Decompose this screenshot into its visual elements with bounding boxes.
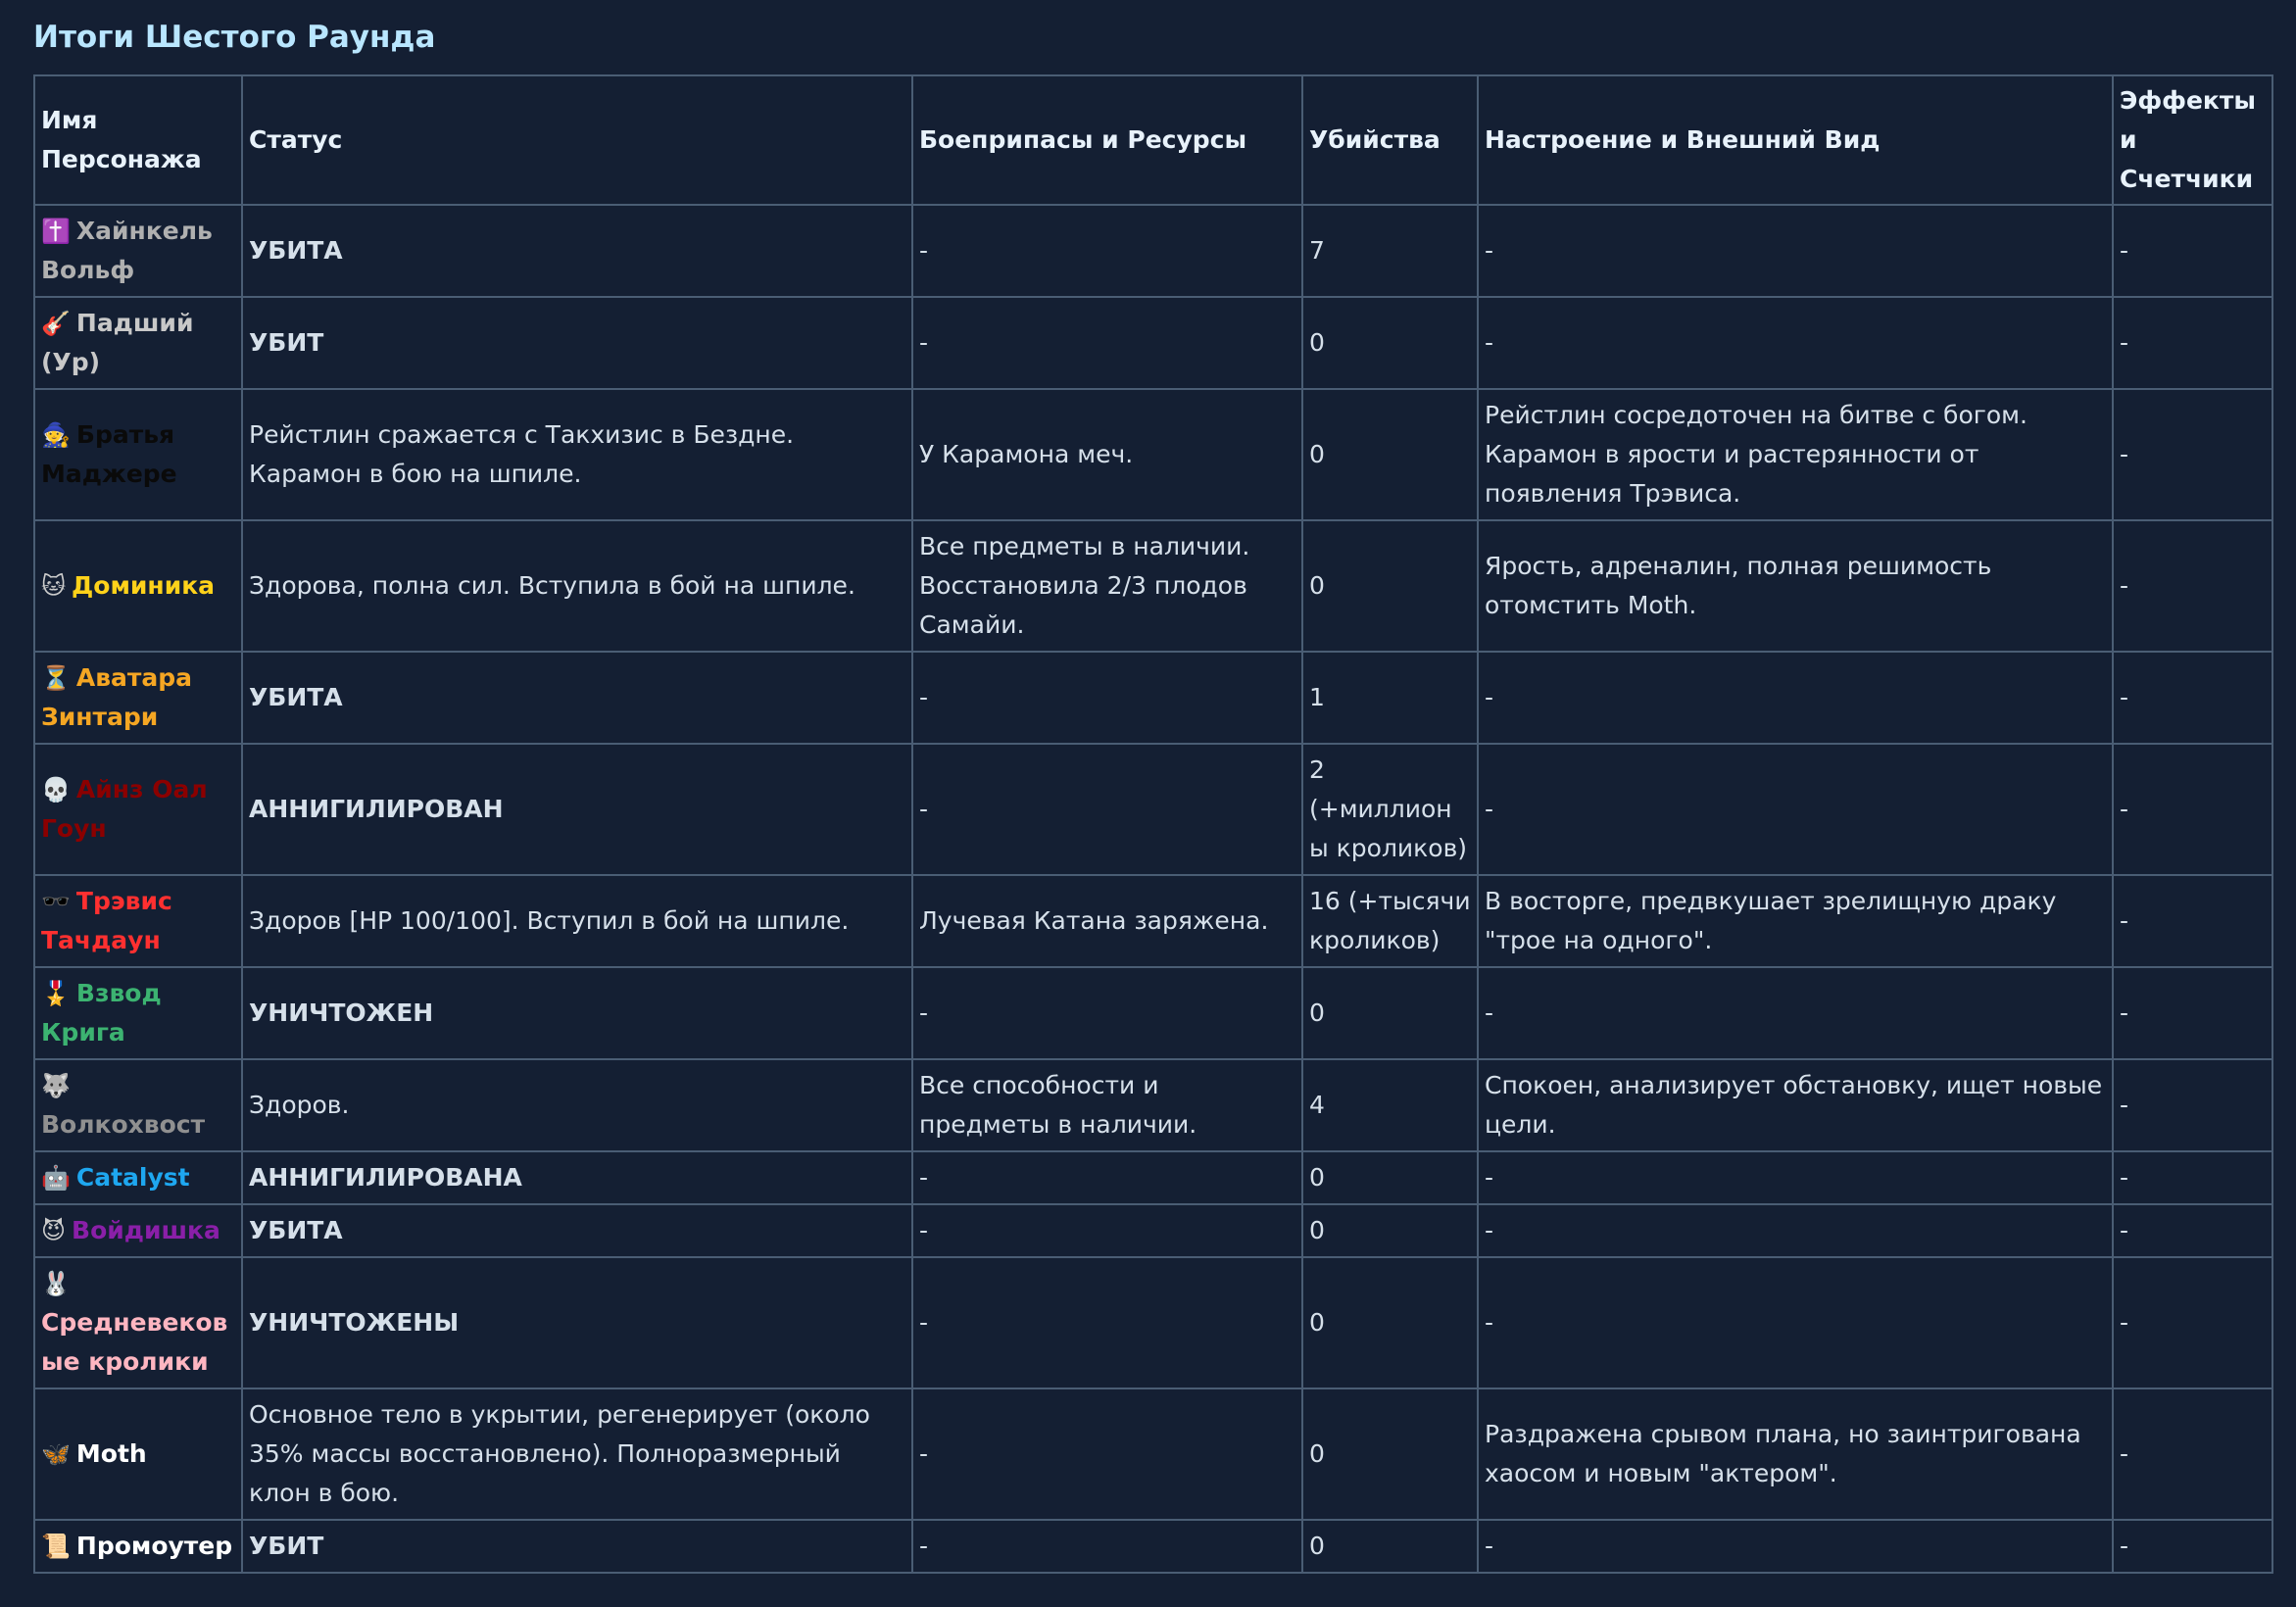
mood-cell: -	[1478, 1151, 2113, 1204]
mood-cell: -	[1478, 1520, 2113, 1573]
kills-cell: 2 (+миллионы кроликов)	[1302, 744, 1478, 875]
mood-cell: Раздражена срывом плана, но заинтригована хаосом и новым "актером".	[1478, 1388, 2113, 1520]
character-name: Айнз Оал Гоун	[41, 775, 208, 843]
character-name-cell	[34, 520, 242, 652]
mood-cell: -	[1478, 967, 2113, 1059]
table-row	[34, 652, 2272, 744]
effects-cell: -	[2113, 744, 2272, 875]
character-name: Доминика	[72, 571, 216, 600]
effects-cell: -	[2113, 1204, 2272, 1257]
kills-cell: 0	[1302, 1520, 1478, 1573]
effects-cell: -	[2113, 1151, 2272, 1204]
character-icon: ⏳	[41, 664, 71, 692]
table-row	[34, 297, 2272, 389]
character-icon: 🕶️	[41, 888, 71, 915]
character-icon: 🧙	[41, 421, 71, 449]
table-row	[34, 1388, 2272, 1520]
table-body	[34, 205, 2272, 1573]
effects-cell: -	[2113, 875, 2272, 967]
round-results-table	[33, 74, 2273, 1574]
status-cell: УНИЧТОЖЕНЫ	[242, 1257, 912, 1388]
status-cell: АННИГИЛИРОВАН	[242, 744, 912, 875]
character-name: Catalyst	[75, 1163, 190, 1192]
mood-cell: -	[1478, 205, 2113, 297]
mood-cell: Ярость, адреналин, полная решимость отомстить Moth.	[1478, 520, 2113, 652]
character-name-cell	[34, 297, 242, 389]
effects-cell: -	[2113, 1388, 2272, 1520]
kills-cell: 0	[1302, 1257, 1478, 1388]
character-icon: 🎖️	[41, 980, 71, 1007]
effects-cell: -	[2113, 297, 2272, 389]
character-name-cell	[34, 1204, 242, 1257]
character-name: Промоутер	[75, 1532, 233, 1560]
character-name: Падший (Ур)	[41, 309, 194, 376]
status-cell: УБИТ	[242, 1520, 912, 1573]
kills-cell: 0	[1302, 389, 1478, 520]
ammo-cell: Все способности и предметы в наличии.	[912, 1059, 1302, 1151]
table-row	[34, 205, 2272, 297]
character-name-cell	[34, 744, 242, 875]
header-effects: Эффекты и Счетчики	[2113, 75, 2272, 205]
mood-cell: -	[1478, 1204, 2113, 1257]
character-icon: 🎸	[41, 310, 71, 337]
ammo-cell: -	[912, 1388, 1302, 1520]
character-name-cell	[34, 875, 242, 967]
character-icon: 💀	[41, 776, 71, 804]
status-cell: УНИЧТОЖЕН	[242, 967, 912, 1059]
character-name-cell	[34, 1257, 242, 1388]
ammo-cell: -	[912, 967, 1302, 1059]
effects-cell: -	[2113, 389, 2272, 520]
ammo-cell: -	[912, 1520, 1302, 1573]
character-name: Аватара Зинтари	[41, 663, 193, 731]
status-cell: Рейстлин сражается с Такхизис в Бездне. Карамон в бою на шпиле.	[242, 389, 912, 520]
character-name: Братья Маджере	[41, 420, 177, 488]
ammo-cell: -	[912, 652, 1302, 744]
kills-cell: 7	[1302, 205, 1478, 297]
ammo-cell: -	[912, 297, 1302, 389]
header-mood: Настроение и Внешний Вид	[1478, 75, 2113, 205]
ammo-cell: -	[912, 205, 1302, 297]
character-name-cell	[34, 652, 242, 744]
effects-cell: -	[2113, 1257, 2272, 1388]
mood-cell: -	[1478, 652, 2113, 744]
kills-cell: 4	[1302, 1059, 1478, 1151]
character-name: Взвод Крига	[41, 979, 162, 1047]
mood-cell: Рейстлин сосредоточен на битве с богом. Карамон в ярости и растерянности от появления Трэвиса.	[1478, 389, 2113, 520]
character-name-cell	[34, 205, 242, 297]
ammo-cell: Лучевая Катана заряжена.	[912, 875, 1302, 967]
table-row	[34, 1151, 2272, 1204]
table-row	[34, 520, 2272, 652]
character-icon: 😈	[41, 1217, 67, 1244]
status-cell: УБИТА	[242, 652, 912, 744]
kills-cell: 0	[1302, 297, 1478, 389]
status-cell: Основное тело в укрытии, регенерирует (около 35% массы восстановлено). Полноразмерный клон в бою.	[242, 1388, 912, 1520]
character-name: Войдишка	[72, 1216, 220, 1244]
effects-cell: -	[2113, 205, 2272, 297]
header-kills: Убийства	[1302, 75, 1478, 205]
header-status: Статус	[242, 75, 912, 205]
character-icon: 🐱	[41, 572, 67, 600]
status-cell: Здоров [HP 100/100]. Вступил в бой на шпиле.	[242, 875, 912, 967]
character-name: Трэвис Тачдаун	[41, 887, 172, 954]
mood-cell: -	[1478, 744, 2113, 875]
kills-cell: 1	[1302, 652, 1478, 744]
status-cell: УБИТА	[242, 1204, 912, 1257]
kills-cell: 0	[1302, 967, 1478, 1059]
mood-cell: Спокоен, анализирует обстановку, ищет новые цели.	[1478, 1059, 2113, 1151]
table-row	[34, 744, 2272, 875]
table-row	[34, 1059, 2272, 1151]
kills-cell: 0	[1302, 1388, 1478, 1520]
ammo-cell: -	[912, 1257, 1302, 1388]
ammo-cell: -	[912, 1204, 1302, 1257]
character-name-cell	[34, 967, 242, 1059]
status-cell: Здорова, полна сил. Вступила в бой на шпиле.	[242, 520, 912, 652]
kills-cell: 0	[1302, 1204, 1478, 1257]
character-name-cell	[34, 389, 242, 520]
effects-cell: -	[2113, 967, 2272, 1059]
kills-cell: 0	[1302, 1151, 1478, 1204]
table-row	[34, 1520, 2272, 1573]
character-icon: 🤖	[41, 1164, 71, 1192]
ammo-cell: -	[912, 1151, 1302, 1204]
kills-cell: 16 (+тысячи кроликов)	[1302, 875, 1478, 967]
table-row	[34, 1204, 2272, 1257]
effects-cell: -	[2113, 520, 2272, 652]
character-icon: 🦋	[41, 1440, 71, 1468]
effects-cell: -	[2113, 1520, 2272, 1573]
table-row	[34, 389, 2272, 520]
table-header-row	[34, 75, 2272, 205]
status-cell: УБИТ	[242, 297, 912, 389]
status-cell: Здоров.	[242, 1059, 912, 1151]
ammo-cell: У Карамона меч.	[912, 389, 1302, 520]
character-name: Средневековые кролики	[41, 1308, 228, 1376]
ammo-cell: -	[912, 744, 1302, 875]
character-name: Хайнкель Вольф	[41, 217, 213, 284]
header-name: Имя Персонажа	[34, 75, 242, 205]
status-cell: АННИГИЛИРОВАНА	[242, 1151, 912, 1204]
character-name-cell	[34, 1388, 242, 1520]
character-name: Moth	[75, 1439, 147, 1468]
mood-cell: -	[1478, 1257, 2113, 1388]
ammo-cell: Все предметы в наличии. Восстановила 2/3 плодов Самайи.	[912, 520, 1302, 652]
kills-cell: 0	[1302, 520, 1478, 652]
mood-cell: -	[1478, 297, 2113, 389]
effects-cell: -	[2113, 1059, 2272, 1151]
character-name-cell	[34, 1151, 242, 1204]
character-name-cell	[34, 1520, 242, 1573]
effects-cell: -	[2113, 652, 2272, 744]
table-row	[34, 1257, 2272, 1388]
character-name-cell	[34, 1059, 242, 1151]
page-title: Итоги Шестого Раунда	[33, 20, 436, 55]
character-name: Волкохвост	[41, 1110, 206, 1139]
character-icon: ✝️	[41, 218, 71, 245]
character-icon: 📜	[41, 1533, 71, 1560]
mood-cell: В восторге, предвкушает зрелищную драку "трое на одного".	[1478, 875, 2113, 967]
table-row	[34, 967, 2272, 1059]
character-icon: 🐺	[41, 1072, 71, 1099]
status-cell: УБИТА	[242, 205, 912, 297]
character-icon: 🐰	[41, 1270, 71, 1297]
header-ammo: Боеприпасы и Ресурсы	[912, 75, 1302, 205]
table-row	[34, 875, 2272, 967]
